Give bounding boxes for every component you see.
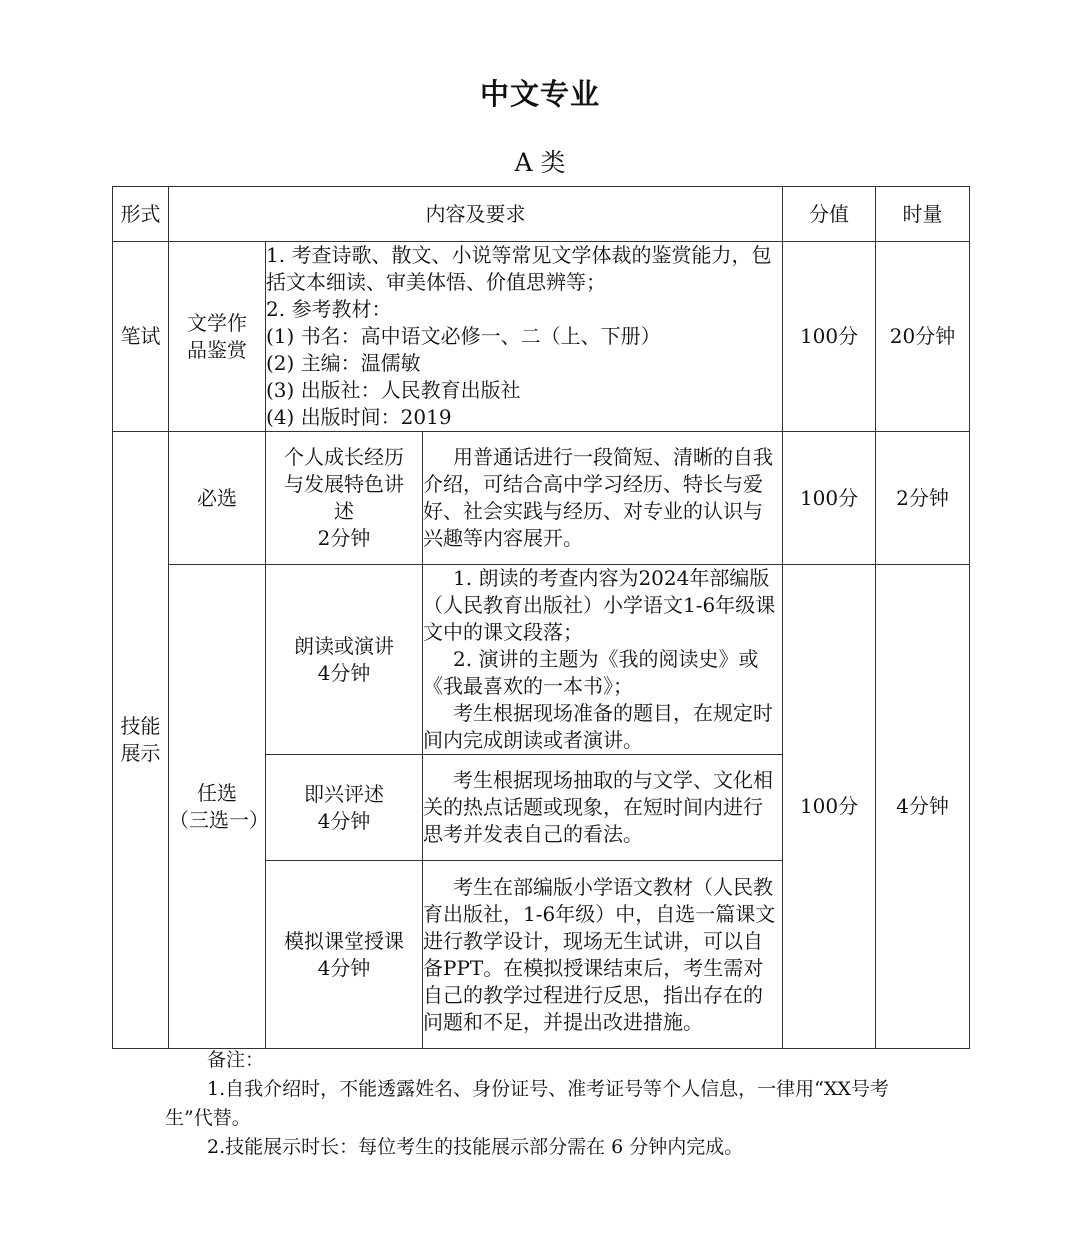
optional-item-name: 朗读或演讲 (294, 633, 394, 658)
optional-item-reading (266, 565, 423, 755)
requirement-line: 1. 考查诗歌、散文、小说等常见文学体裁的鉴赏能力，包括文本细读、审美体悟、价值思辨等； (266, 243, 772, 294)
required-item-name: 个人成长经历与发展特色讲述 (284, 445, 404, 523)
optional-score: 100分 (783, 565, 876, 1049)
optional-item-row (113, 565, 970, 755)
required-score: 100分 (783, 432, 876, 565)
requirement-line: (2) 主编：温儒敏 (266, 351, 421, 375)
written-item-name: 文学作品鉴赏 (169, 242, 266, 432)
note-item: 1.自我介绍时，不能透露姓名、身份证号、准考证号等个人信息，一律用“XX号考生”代替。 (165, 1078, 889, 1129)
optional-label (169, 565, 269, 1049)
required-item (266, 432, 423, 565)
written-requirements (266, 242, 783, 432)
written-time: 20分钟 (876, 242, 970, 432)
requirement-line: (1) 书名：高中语文必修一、二（上、下册） (266, 324, 661, 348)
optional-item-description (423, 565, 783, 755)
optional-item-name: 即兴评述 (304, 781, 384, 806)
description-paragraph: 考生根据现场抽取的与文学、文化相关的热点话题或现象，在短时间内进行思考并发表自己的看法。 (423, 768, 773, 846)
notes-heading: 备注： (207, 1049, 265, 1071)
optional-item-commentary (266, 755, 423, 861)
header-content: 内容及要求 (169, 187, 783, 242)
description-paragraph: 2. 演讲的主题为《我的阅读史》或《我最喜欢的一本书》； (423, 647, 759, 698)
optional-item-description (423, 861, 783, 1049)
header-time: 时量 (876, 187, 970, 242)
exam-content-table (112, 186, 970, 1049)
required-description: 用普通话进行一段简短、清晰的自我介绍，可结合高中学习经历、特长与爱好、社会实践与经历、对专业的认识与兴趣等内容展开。 (423, 432, 783, 565)
optional-item-time: 4分钟 (317, 955, 371, 980)
written-score: 100分 (783, 242, 876, 432)
document-title: 中文专业 (479, 77, 600, 111)
required-time: 2分钟 (876, 432, 970, 565)
requirement-line: 2. 参考教材： (266, 297, 392, 321)
optional-item-name: 模拟课堂授课 (284, 928, 404, 953)
header-form: 形式 (113, 187, 169, 242)
required-label: 必选 (169, 432, 266, 565)
optional-label-note: （三选一） (169, 807, 269, 832)
description-paragraph: 考生在部编版小学语文教材（人民教育出版社，1-6年级）中，自选一篇课文进行教学设计，现场无生试讲，可以自备PPT。在模拟授课结束后，考生需对自己的教学过程进行反思，指出存在的问题和不足，并提出改进措施。 (423, 874, 776, 1034)
optional-item-mock-class (266, 861, 423, 1049)
optional-time: 4分钟 (876, 565, 970, 1049)
optional-item-description (423, 755, 783, 861)
optional-item-time: 4分钟 (317, 660, 371, 685)
note-item: 2.技能展示时长：每位考生的技能展示部分需在 6 分钟内完成。 (207, 1136, 744, 1158)
written-exam-row (113, 242, 970, 432)
description-paragraph: 考生根据现场准备的题目，在规定时间内完成朗读或者演讲。 (423, 701, 773, 752)
requirement-line: (4) 出版时间：2019 (266, 405, 452, 429)
category-subtitle: A 类 (514, 148, 566, 177)
form-written: 笔试 (113, 242, 169, 432)
optional-label-main: 任选 (197, 780, 237, 805)
description-paragraph: 1. 朗读的考查内容为2024年部编版（人民教育出版社）小学语文1-6年级课文中的课文段落； (423, 566, 776, 644)
skill-required-row (113, 432, 970, 565)
form-skill: 技能展示 (113, 432, 169, 1049)
header-score: 分值 (783, 187, 876, 242)
optional-item-time: 4分钟 (317, 808, 371, 833)
table-header-row (113, 187, 970, 242)
required-item-time: 2分钟 (317, 526, 371, 550)
requirement-line: (3) 出版社：人民教育出版社 (266, 378, 521, 402)
notes-section (165, 1046, 925, 1162)
